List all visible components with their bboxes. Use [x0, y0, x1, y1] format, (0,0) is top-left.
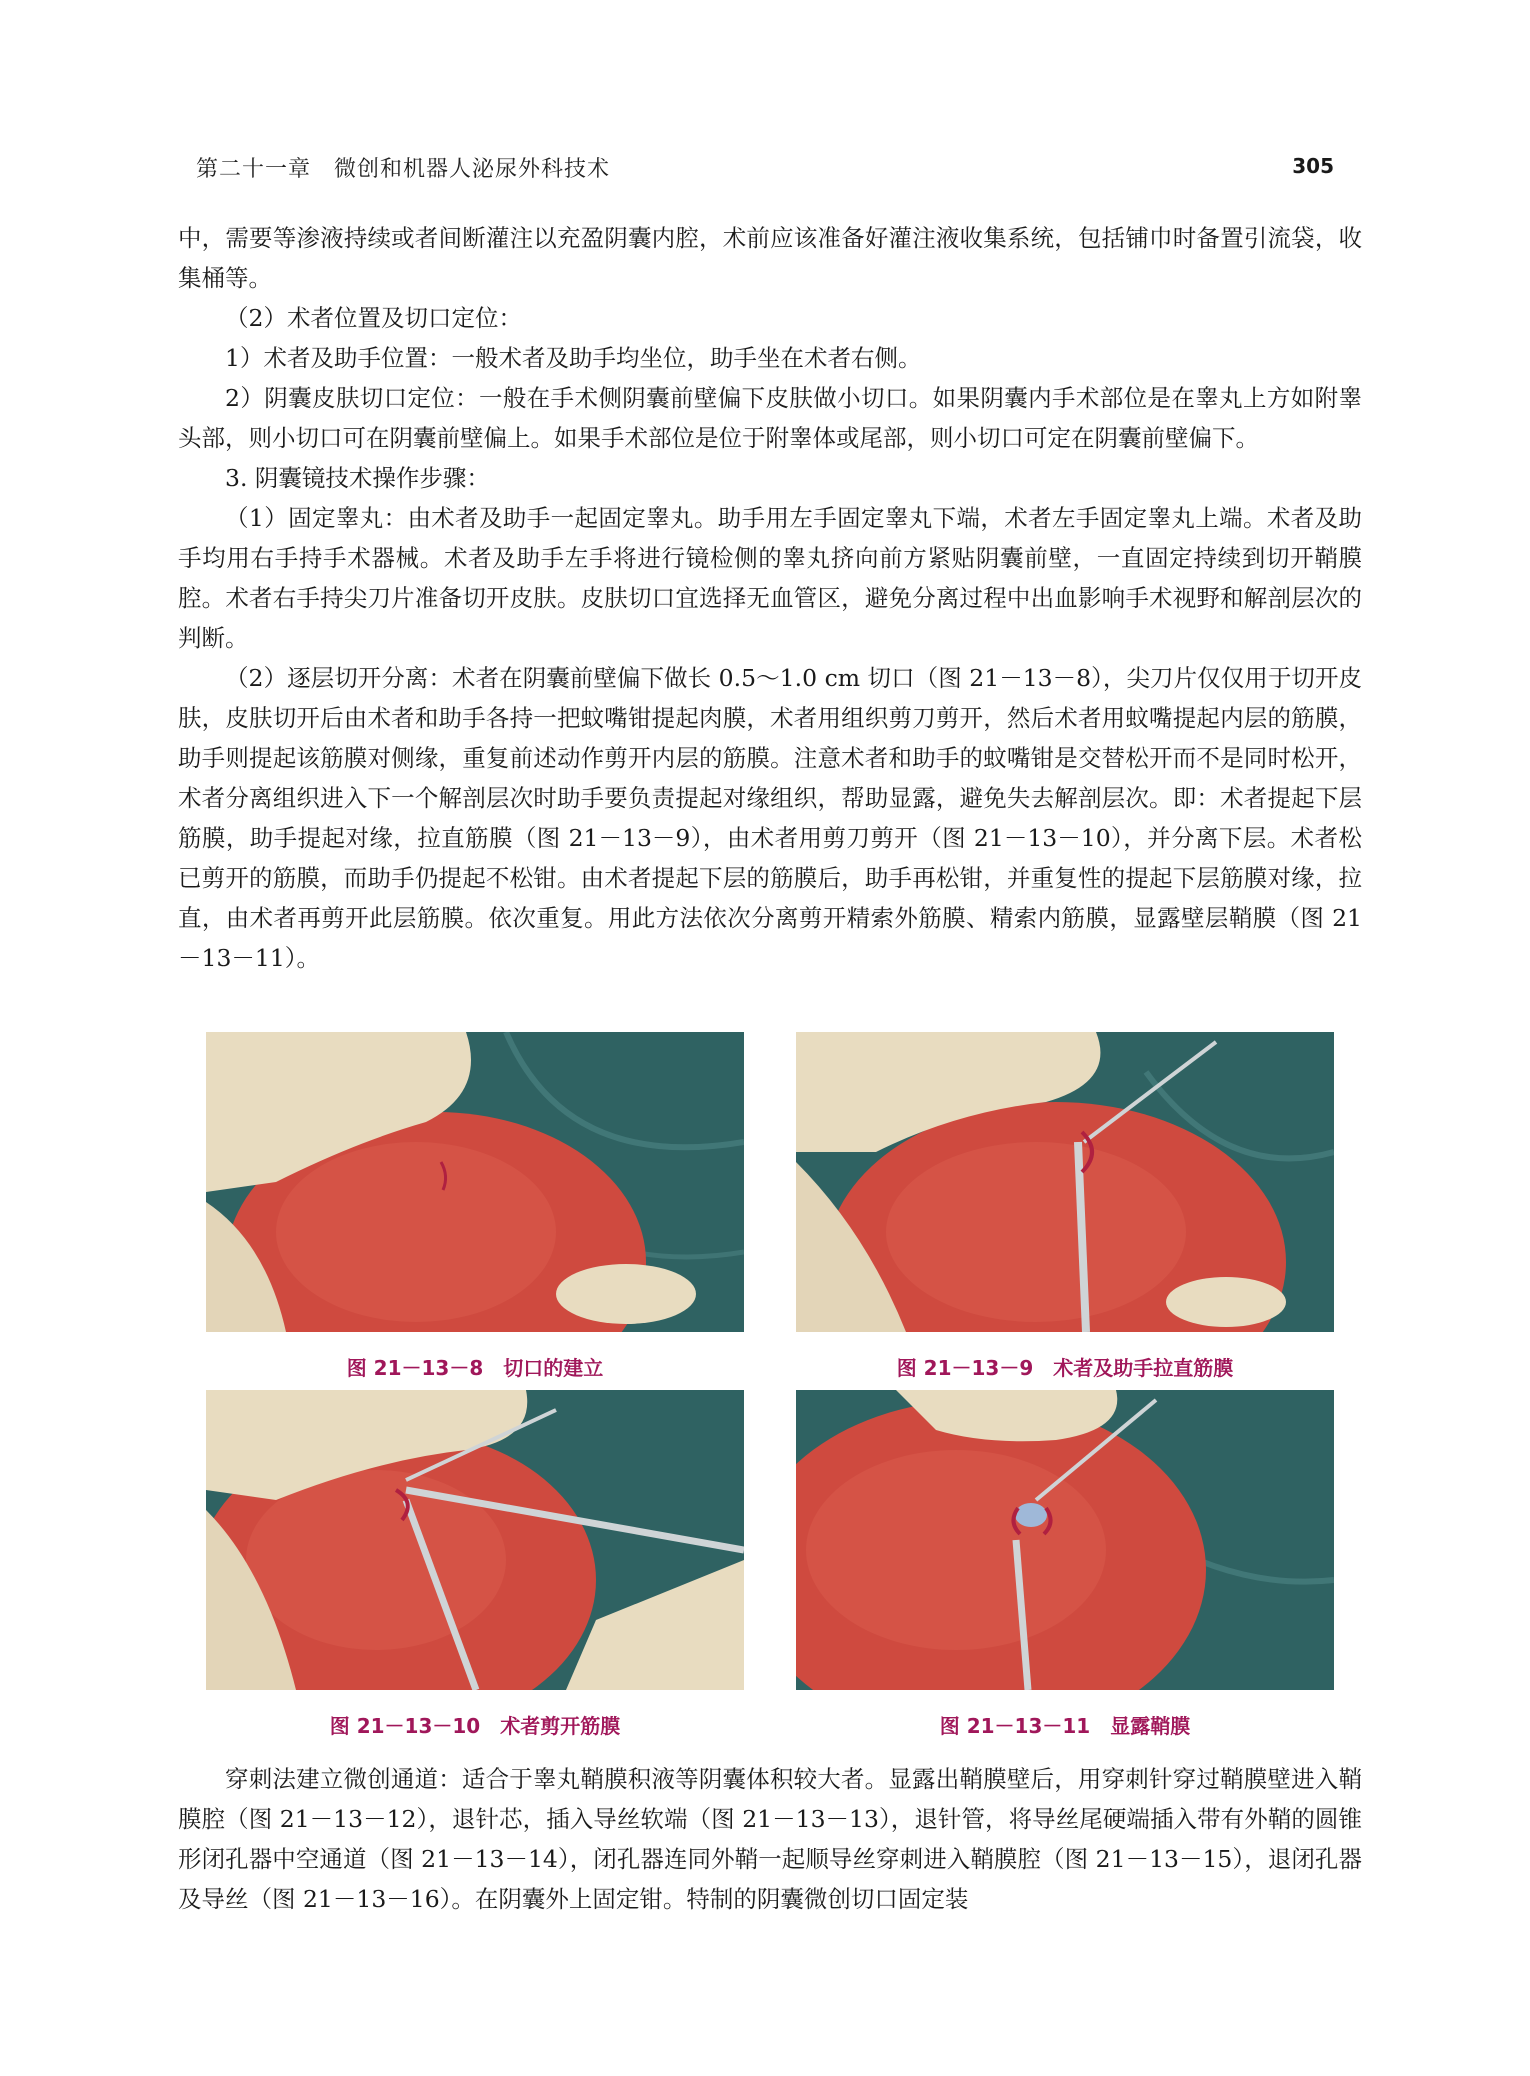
paragraph: 1）术者及助手位置：一般术者及助手均坐位，助手坐在术者右侧。	[225, 344, 922, 372]
surgical-photo-incision	[206, 1032, 744, 1332]
paragraph: 穿刺法建立微创通道：适合于睾丸鞘膜积液等阴囊体积较大者。显露出鞘膜壁后，用穿刺针穿过鞘膜壁进入鞘膜腔（图 21－13－12），退针芯，插入导丝软端（图 21－13－13），退针管，将导丝尾硬端插入带有外鞘的圆锥形闭孔器中空通道（图 21－13－14），闭孔器连同外鞘一起顺导丝穿刺进入鞘膜腔（图 21－13－15），退闭孔器及导丝（图 21－13－16）。在阴囊外上固定钳。特制的阴囊微创切口固定装	[178, 1765, 1362, 1913]
paragraph: （2）术者位置及切口定位：	[225, 304, 522, 332]
figure-caption: 图 21－13－8 切口的建立	[346, 1356, 604, 1380]
paragraph: 中，需要等渗液持续或者间断灌注以充盈阴囊内腔，术前应该准备好灌注液收集系统，包括铺巾时备置引流袋，收集桶等。	[178, 224, 1362, 292]
paragraph: 2）阴囊皮肤切口定位：一般在手术侧阴囊前壁偏下皮肤做小切口。如果阴囊内手术部位是在睾丸上方如附睾头部，则小切口可在阴囊前壁偏上。如果手术部位是位于附睾体或尾部，则小切口可定在阴囊前壁偏下。	[178, 384, 1362, 452]
surgical-photo-fascia-cut	[206, 1390, 744, 1690]
paragraph: （1）固定睾丸：由术者及助手一起固定睾丸。助手用左手固定睾丸下端，术者左手固定睾丸上端。术者及助手均用右手持手术器械。术者及助手左手将进行镜检侧的睾丸挤向前方紧贴阴囊前壁，一直固定持续到切开鞘膜腔。术者右手持尖刀片准备切开皮肤。皮肤切口宜选择无血管区，避免分离过程中出血影响手术视野和解剖层次的判断。	[178, 504, 1362, 652]
body-text-bottom	[178, 1759, 1362, 1919]
paragraph: 3. 阴囊镜技术操作步骤：	[225, 464, 490, 492]
running-header	[196, 152, 1334, 192]
surgical-photo-tunica-exposed	[796, 1390, 1334, 1690]
figure-caption: 图 21－13－9 术者及助手拉直筋膜	[896, 1356, 1234, 1380]
figure-caption: 图 21－13－10 术者剪开筋膜	[329, 1714, 621, 1738]
page-number: 305	[1292, 154, 1334, 178]
paragraph: （2）逐层切开分离：术者在阴囊前壁偏下做长 0.5～1.0 cm 切口（图 21－13－8），尖刀片仅仅用于切开皮肤，皮肤切开后由术者和助手各持一把蚊嘴钳提起肉膜，术者用组织剪刀剪开，然后术者用蚊嘴提起内层的筋膜，助手则提起该筋膜对侧缘，重复前述动作剪开内层的筋膜。注意术者和助手的蚊嘴钳是交替松开而不是同时松开，术者分离组织进入下一个解剖层次时助手要负责提起对缘组织，帮助显露，避免失去解剖层次。即：术者提起下层筋膜，助手提起对缘，拉直筋膜（图 21－13－9），由术者用剪刀剪开（图 21－13－10），并分离下层。术者松已剪开的筋膜，而助手仍提起不松钳。由术者提起下层的筋膜后，助手再松钳，并重复性的提起下层筋膜对缘，拉直，由术者再剪开此层筋膜。依次重复。用此方法依次分离剪开精索外筋膜、精索内筋膜，显露壁层鞘膜（图 21－13－11）。	[178, 664, 1362, 972]
running-title: 第二十一章 微创和机器人泌尿外科技术	[196, 157, 611, 182]
figure-caption: 图 21－13－11 显露鞘膜	[939, 1714, 1191, 1738]
surgical-photo-fascia-straightened	[796, 1032, 1334, 1332]
body-text-top	[178, 218, 1362, 978]
